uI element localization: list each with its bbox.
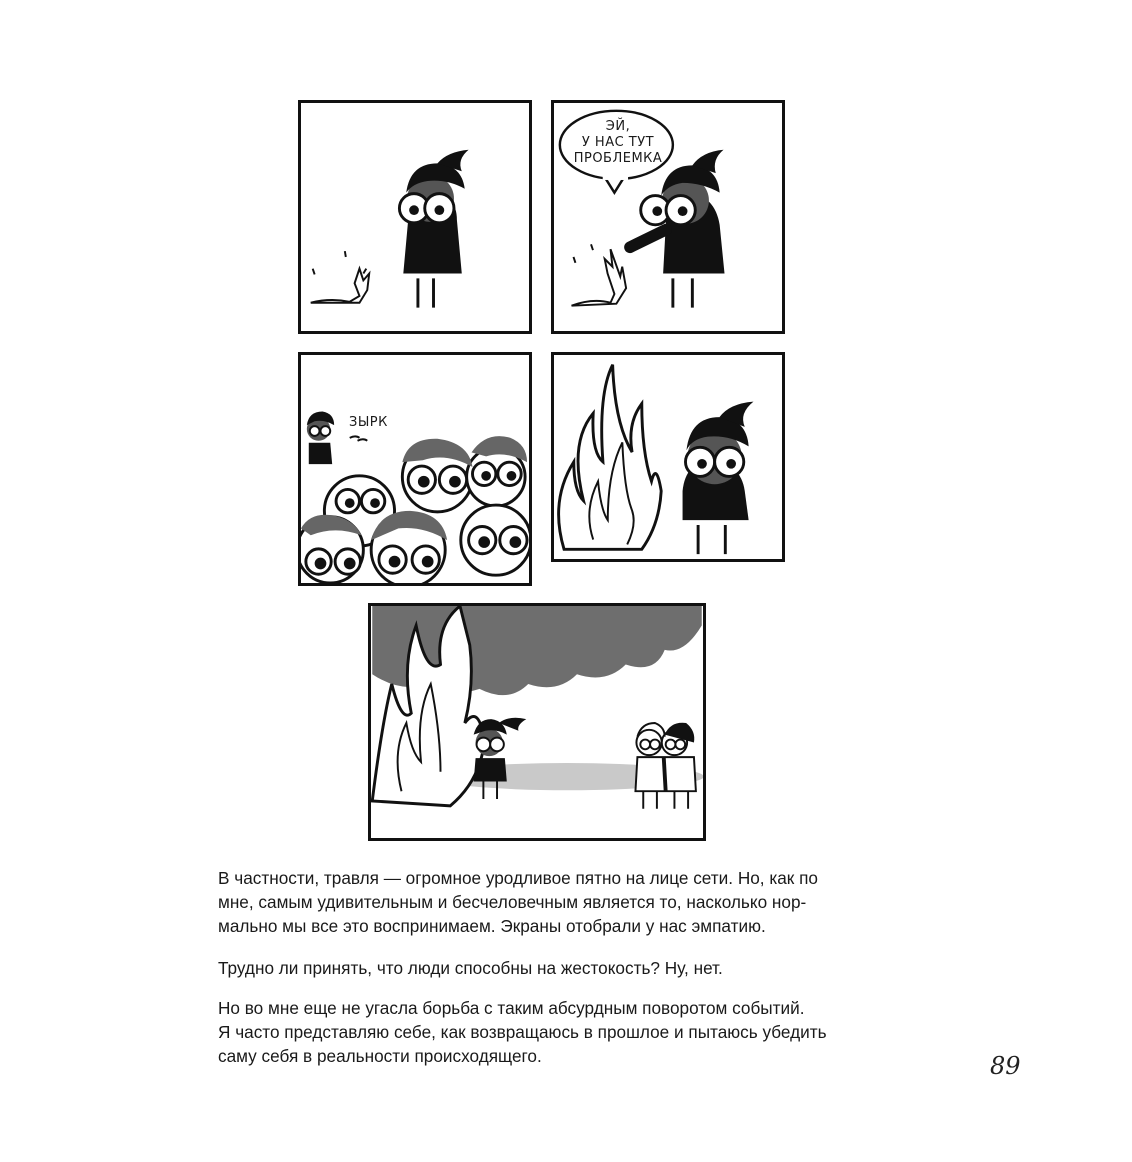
paragraph-3-line-3: саму себя в реальности происходящего.	[218, 1046, 542, 1066]
comic-panel-5	[368, 603, 706, 841]
paragraph-1-line-1: В частности, травля — огромное уродливое пятно на лице сети. Но, как по	[218, 868, 818, 888]
paragraph-2-line-1: Трудно ли принять, что люди способны на жестокость? Ну, нет.	[218, 958, 723, 978]
speech-bubble-text	[568, 119, 668, 167]
paragraph-2	[218, 956, 866, 980]
panel-4-art	[554, 355, 782, 559]
sfx-text: ЗЫРК	[349, 415, 388, 430]
paragraph-1-line-3: мально мы все это воспринимаем. Экраны отобрали у нас эмпатию.	[218, 916, 766, 936]
paragraph-1-line-2: мне, самым удивительным и бесчеловечным является то, насколько нор-	[218, 892, 807, 912]
panel-1-art	[301, 103, 529, 331]
comic-panel-3	[298, 352, 532, 586]
speech-line-2: У НАС ТУТ	[581, 135, 655, 150]
panel-3-art	[301, 355, 529, 583]
panel-5-art	[371, 606, 703, 838]
paragraph-3	[218, 996, 866, 1068]
speech-line-1: ЭЙ,	[605, 119, 631, 134]
paragraph-3-line-2: Я часто представляю себе, как возвращаюсь в прошлое и пытаюсь убедить	[218, 1022, 827, 1042]
comic-panel-2	[551, 100, 785, 334]
speech-line-3: ПРОБЛЕМКА	[573, 151, 663, 166]
page-number: 89	[990, 1052, 1021, 1080]
comic-panel-4	[551, 352, 785, 562]
comic-panel-1	[298, 100, 532, 334]
paragraph-3-line-1: Но во мне еще не угасла борьба с таким абсурдным поворотом событий.	[218, 998, 805, 1018]
paragraph-1	[218, 866, 866, 938]
